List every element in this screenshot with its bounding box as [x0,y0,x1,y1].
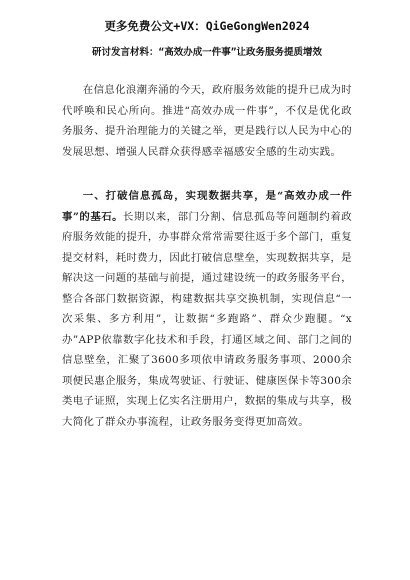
section-one-text: 长期以来，部门分割、信息孤岛等问题制约着政府服务效能的提升，办事群众常常需要往返于多个部门，重复提交材料，耗时费力，因此打破信息壁垒，实现数据共享，是解决这一问题的基础与前提，通过建设统一的政务服务平台，整合各部门数据资源，构建数据共享交换机制，实现信息“一次采集、多方利用”，让数据“多跑路”、群众少跑腿。“x办”APP依靠数字化技术和手段，打通区域之间、部门之间的信息壁垒，汇聚了3600多项依申请政务服务事项、2000余项便民惠企服务，集成驾驶证、行驶证、健康医保卡等300余类电子证照，实现上亿实名注册用户，数据的集成与共享，极大简化了群众办事流程，让政务服务变得更加高效。 [62,210,352,428]
section-one-paragraph [62,186,352,432]
section-one-heading: 一、打破信息孤岛，实现数据共享，是“高效办成一件事”的基石。 [62,190,352,223]
promo-banner: 更多免费公文+VX：QiGeGongWen2024 [104,19,310,33]
document-title: 研讨发言材料：“高效办成一件事”让政务服务提质增效 [92,47,322,58]
intro-paragraph-text: 在信息化浪潮奔涌的今天，政府服务效能的提升已成为时代呼唤和民心所向。推进“高效办成一件事”，不仅是优化政务服务、提升治理能力的关键之举，更是践行以人民为中心的发展思想、增强人民群众获得感幸福感安全感的生动实践。 [62,84,352,158]
intro-paragraph [62,80,352,162]
